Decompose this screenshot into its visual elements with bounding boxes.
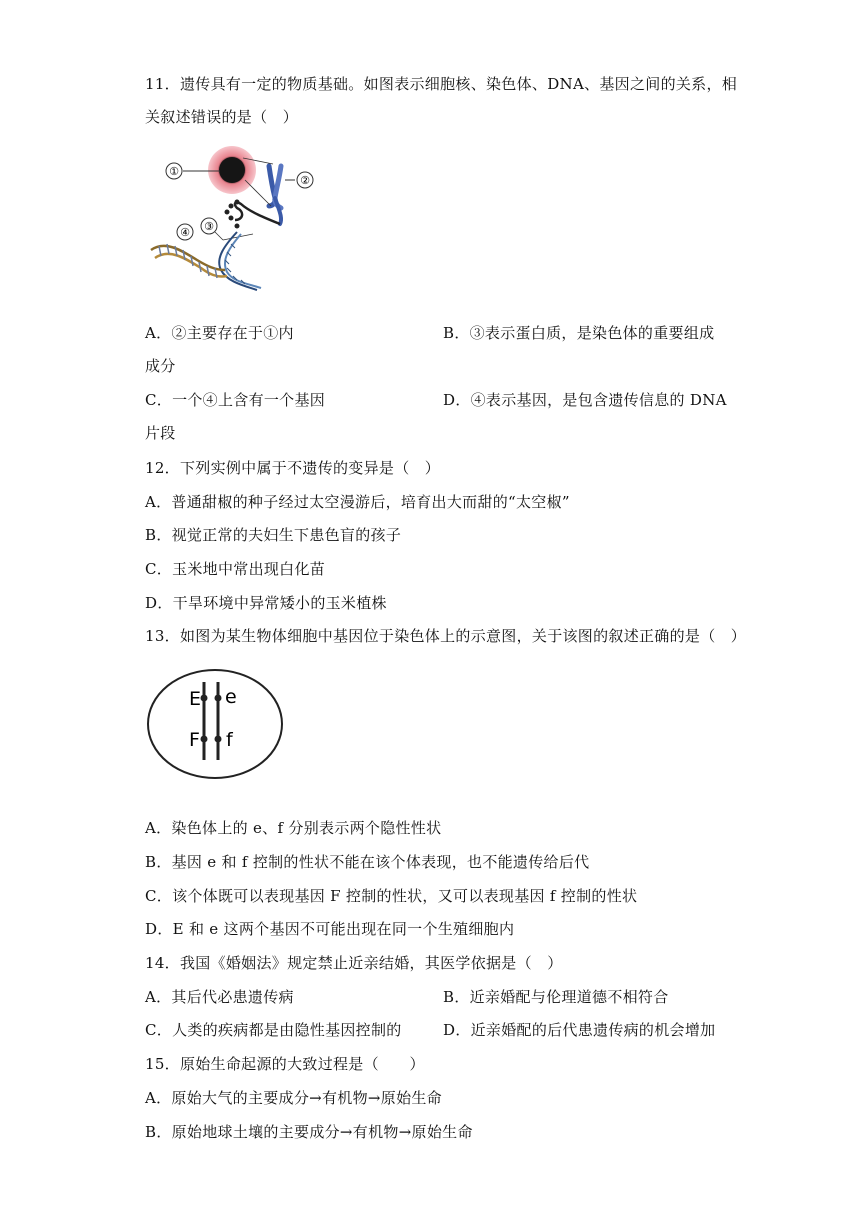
dna-double-helix-shape xyxy=(219,232,261,290)
q13-stem: 13．如图为某生物体细胞中基因位于染色体上的示意图，关于该图的叙述正确的是（ ） xyxy=(145,627,747,645)
q11-label-4: ④ xyxy=(180,226,190,239)
gene-label-e: e xyxy=(225,686,237,708)
q12-stem: 12．下列实例中属于不遗传的变异是（ ） xyxy=(145,459,441,477)
gene-label-F: F xyxy=(189,729,200,751)
chromosome-shape xyxy=(269,166,281,224)
q13-option-b: B．基因 e 和 f 控制的性状不能在该个体表现，也不能遗传给后代 xyxy=(145,853,590,871)
q13-option-a: A．染色体上的 e、f 分别表示两个隐性性状 xyxy=(145,819,442,837)
gene-segment-shape xyxy=(151,244,227,278)
q11-label-2: ② xyxy=(300,174,310,187)
gene-label-f: f xyxy=(226,729,233,751)
cell-outline-shape xyxy=(148,670,282,778)
q12-option-c: C．玉米地中常出现白化苗 xyxy=(145,560,326,578)
q14-option-d: D．近亲婚配的后代患遗传病的机会增加 xyxy=(443,1021,716,1039)
q13-option-c: C．该个体既可以表现基因 F 控制的性状，又可以表现基因 f 控制的性状 xyxy=(145,887,638,905)
q12-option-b: B．视觉正常的夫妇生下患色盲的孩子 xyxy=(145,526,402,544)
q14-option-b: B．近亲婚配与伦理道德不相符合 xyxy=(443,988,669,1006)
q11-option-b-line2: 成分 xyxy=(145,357,176,375)
q13-option-d: D．E 和 e 这两个基因不可能出现在同一个生殖细胞内 xyxy=(145,920,515,938)
q11-label-1: ① xyxy=(169,165,179,178)
q15-option-b: B．原始地球土壤的主要成分→有机物→原始生命 xyxy=(145,1123,473,1141)
q12-option-a: A．普通甜椒的种子经过太空漫游后，培育出大而甜的“太空椒” xyxy=(145,493,570,511)
q14-option-a: A．其后代必患遗传病 xyxy=(145,988,294,1006)
q14-option-c: C．人类的疾病都是由隐性基因控制的 xyxy=(145,1021,402,1039)
q13-figure-cell-with-chromosomes xyxy=(145,668,290,788)
gene-label-E: E xyxy=(189,688,202,710)
q11-stem-line1: 11．遗传具有一定的物质基础。如图表示细胞核、染色体、DNA、基因之间的关系，相 xyxy=(145,75,738,93)
q11-option-b-line1: B．③表示蛋白质，是染色体的重要组成 xyxy=(443,324,715,342)
q11-option-c: C．一个④上含有一个基因 xyxy=(145,391,326,409)
q11-option-d-line1: D．④表示基因，是包含遗传信息的 DNA xyxy=(443,391,727,409)
q11-figure-nucleus-chromosome-dna xyxy=(145,140,335,300)
q11-stem-line2: 关叙述错误的是（ ） xyxy=(145,108,299,126)
q12-option-d: D．干旱环境中异常矮小的玉米植株 xyxy=(145,594,387,612)
q11-option-a: A．②主要存在于①内 xyxy=(145,324,294,342)
q15-stem: 15．原始生命起源的大致过程是（ ） xyxy=(145,1055,425,1073)
q11-label-3: ③ xyxy=(204,220,214,233)
q14-stem: 14．我国《婚姻法》规定禁止近亲结婚，其医学依据是（ ） xyxy=(145,954,563,972)
q11-option-d-line2: 片段 xyxy=(145,424,176,442)
q15-option-a: A．原始大气的主要成分→有机物→原始生命 xyxy=(145,1089,442,1107)
